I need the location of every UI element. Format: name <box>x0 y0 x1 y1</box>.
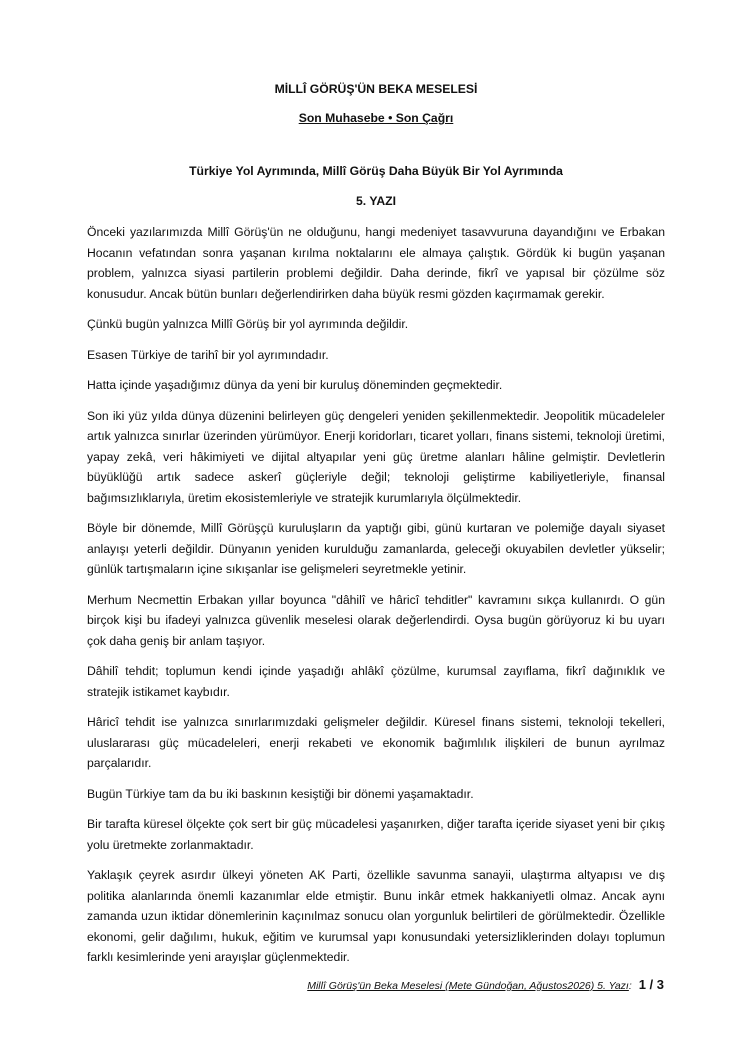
page-number: 1 / 3 <box>638 977 664 992</box>
page-footer <box>307 977 664 992</box>
paragraph: Esasen Türkiye de tarihî bir yol ayrımındadır. <box>87 347 329 362</box>
paragraph: Hâricî tehdit ise yalnızca sınırlarımızdaki gelişmeler değildir. Küresel finans sistemi, teknoloji tekelleri, uluslararası güç mücadeleleri, enerji rekabeti ve ekonomik bağımlılık ilişkileri de bunun ayrılmaz parçalarıdır. <box>87 715 665 770</box>
paragraph: Son iki yüz yılda dünya düzenini belirleyen güç dengeleri yeniden şekillenmektedir. Jeopolitik mücadeleler artık yalnızca sınırlar üzerinden yürümüyor. Enerji koridorları, ticaret yolları, finans sistemi, teknoloji üretimi, yapay zekâ, veri hâkimiyeti ve dijital altyapılar yeni güç üretme alanları hâline gelmiştir. Devletlerin büyüklüğü artık sadece askerî güçleriyle değil; teknoloji geliştirme kabiliyetleriyle, finansal bağımsızlıklarıyla, üretim ekosistemleriyle ve stratejik kurumlarıyla ölçülmektedir. <box>87 408 665 505</box>
article-body <box>87 222 665 968</box>
paragraph: Dâhilî tehdit; toplumun kendi içinde yaşadığı ahlâkî çözülme, kurumsal zayıflama, fikrî dağınıklık ve stratejik istikamet kaybıdır. <box>87 664 665 699</box>
article-heading: Türkiye Yol Ayrımında, Millî Görüş Daha Büyük Bir Yol Ayrımında <box>189 164 563 178</box>
footer-reference: Millî Görüş'ün Beka Meselesi (Mete Gündoğan, Ağustos2026) 5. Yazı <box>307 980 629 992</box>
paragraph: Böyle bir dönemde, Millî Görüşçü kuruluşların da yaptığı gibi, günü kurtaran ve polemiğe dayalı siyaset anlayışı yeterli değildir. Dünyanın yeniden kurulduğu zamanlarda, geleceği okuyabilen devletler yükselir; günlük tartışmaların içine sıkışanlar ise gelişmeleri seyretmekle yetinir. <box>87 521 665 576</box>
paragraph: Önceki yazılarımızda Millî Görüş'ün ne olduğunu, hangi medeniyet tasavvuruna dayandığını ve Erbakan Hocanın vefatından sonra yaşanan kırılma noktalarını ele almaya çalıştık. Gördük ki bugün yaşanan problem, yalnızca siyasi partilerin problemi değildir. Daha derinde, fikrî ve yapısal bir çözülme söz konusudur. Ancak bütün bunları değerlendirirken daha büyük resmi gözden kaçırmamak gerekir. <box>87 225 665 301</box>
paragraph: Merhum Necmettin Erbakan yıllar boyunca "dâhilî ve hâricî tehditler" kavramını sıkça kullanırdı. O gün birçok kişi bu ifadeyi yalnızca güvenlik meselesi olarak değerlendirdi. Oysa bugün görüyoruz ki bu uyarı çok daha geniş bir anlam taşıyor. <box>87 592 665 648</box>
paragraph: Bir tarafta küresel ölçekte çok sert bir güç mücadelesi yaşanırken, diğer tarafta içeride siyaset yeni bir çıkış yolu üretmekte zorlanmaktadır. <box>87 817 665 852</box>
paragraph: Bugün Türkiye tam da bu iki baskının kesiştiği bir dönemi yaşamaktadır. <box>87 786 474 801</box>
paragraph: Hatta içinde yaşadığımız dünya da yeni bir kuruluş döneminden geçmektedir. <box>87 378 503 392</box>
document-subtitle: Son Muhasebe • Son Çağrı <box>298 111 454 125</box>
article-number: 5. YAZI <box>356 194 396 208</box>
document-title: MİLLÎ GÖRÜŞ'ÜN BEKA MESELESİ <box>274 82 478 96</box>
paragraph: Çünkü bugün yalnızca Millî Görüş bir yol ayrımında değildir. <box>87 317 409 331</box>
paragraph: Yaklaşık çeyrek asırdır ülkeyi yöneten AK Parti, özellikle savunma sanayii, ulaştırma altyapısı ve dış politika alanlarında önemli kazanımlar elde etmiştir. Bunu inkâr etmek hakkaniyetli olmaz. Ancak aynı zamanda uzun iktidar dönemlerinin kaçınılmaz sonucu olan yorgunluk belirtileri de görülmektedir. Özellikle ekonomi, gelir dağılımı, hukuk, eğitim ve kurumsal yapı konusundaki yetersizliklerinden dolayı toplumun farklı kesimlerinde yeni arayışlar güçlenmektedir. <box>87 868 665 964</box>
document-content <box>87 80 665 978</box>
footer-separator: : <box>628 980 632 992</box>
